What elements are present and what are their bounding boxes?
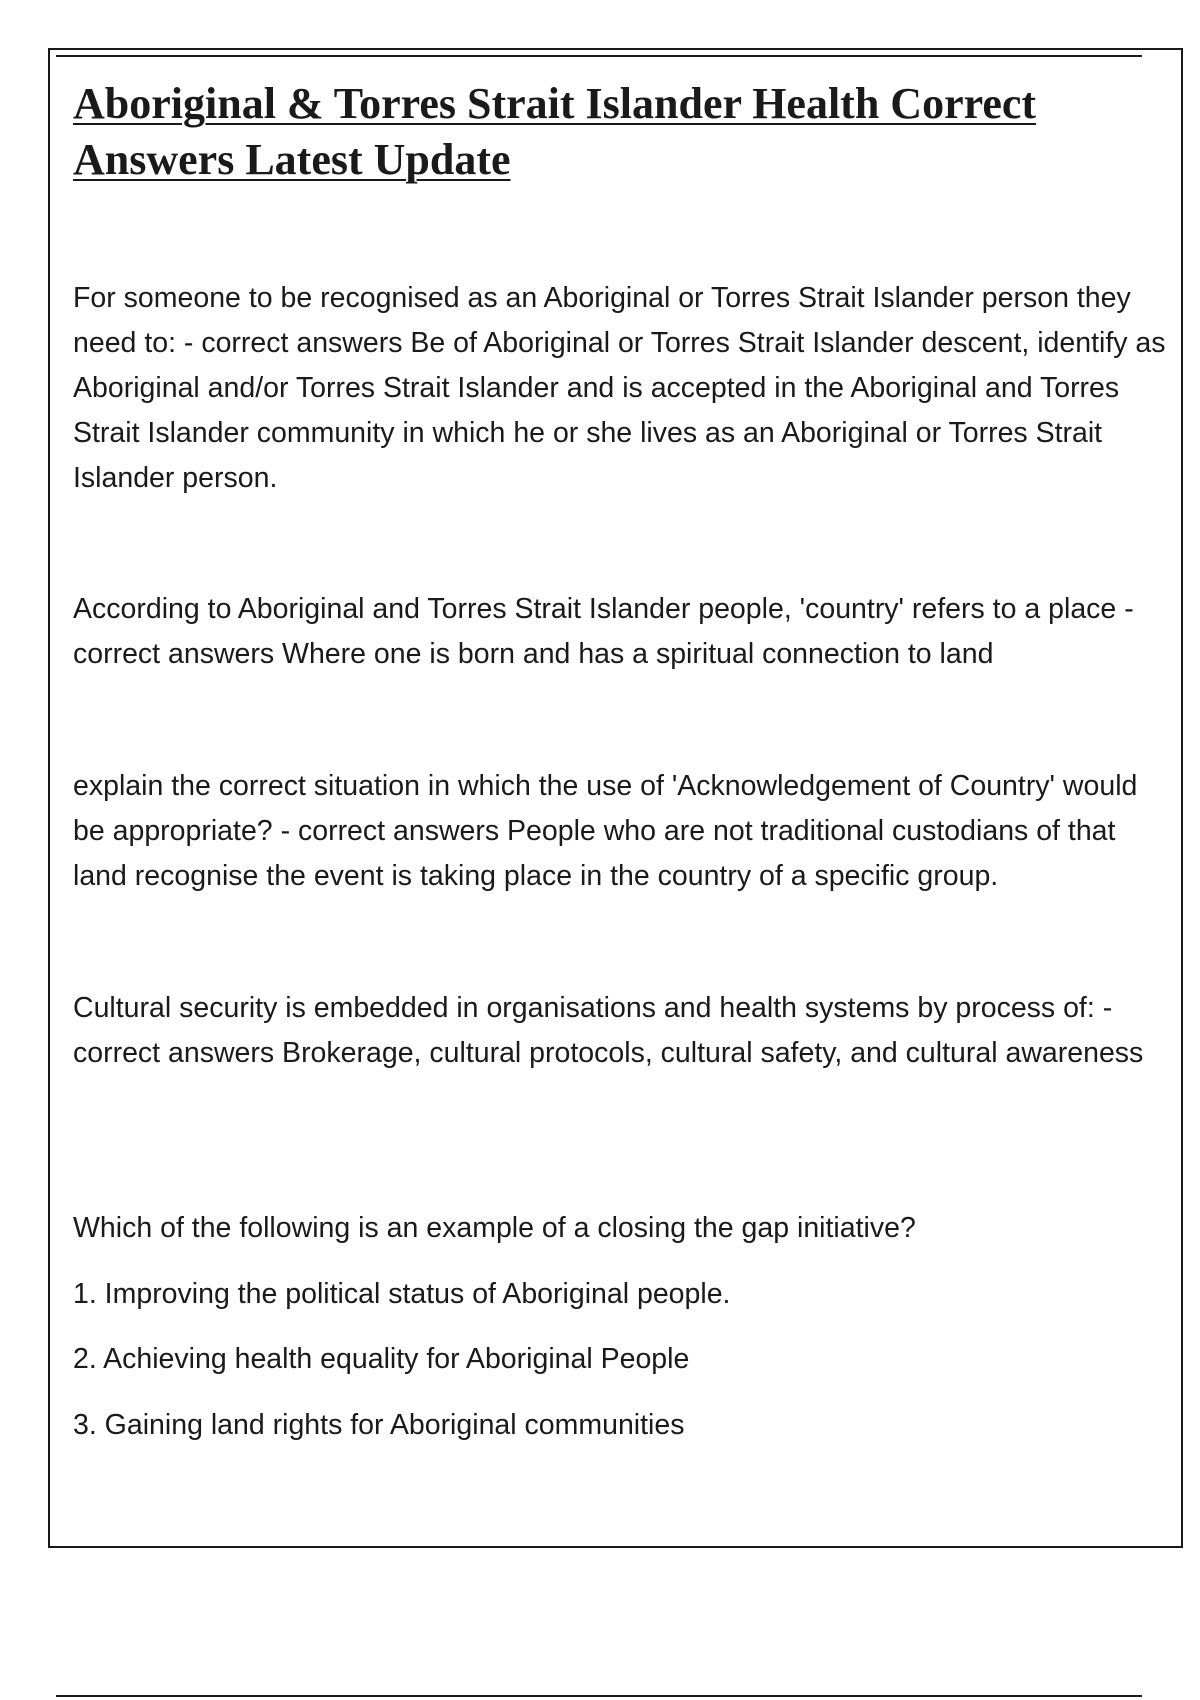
answer-option-2: 2. Achieving health equality for Aboriginal People: [73, 1343, 690, 1375]
qa-entry-cultural-security: Cultural security is embedded in organisations and health systems by process of: - correct answers Brokerage, cultural protocols, cultural safety, and cultural awareness: [73, 992, 1144, 1069]
bottom-rule: [56, 1695, 1142, 1697]
document-title: Aboriginal & Torres Strait Islander Health Correct Answers Latest Update: [73, 79, 1037, 184]
document-content: [73, 76, 1173, 1441]
qa-entry-acknowledgement: explain the correct situation in which the use of 'Acknowledgement of Country' would be appropriate? - correct answers People who are not traditional custodians of that land recognise the event is taking place in the country of a specific group.: [73, 770, 1138, 892]
qa-entry-recognition: For someone to be recognised as an Aboriginal or Torres Strait Islander person they need to: - correct answers Be of Aboriginal or Torres Strait Islander descent, identify as Aboriginal and/or Torres Strait Islander and is accepted in the Aboriginal and Torres Strait Islander community in which he or she lives as an Aboriginal or Torres Strait Islander person.: [73, 282, 1166, 494]
qa-entry-country: According to Aboriginal and Torres Strait Islander people, 'country' refers to a place - correct answers Where one is born and has a spiritual connection to land: [73, 593, 1134, 670]
answer-option-1: 1. Improving the political status of Aboriginal people.: [73, 1278, 731, 1310]
answer-option-3: 3. Gaining land rights for Aboriginal communities: [73, 1409, 685, 1441]
qa-entry-closing-the-gap-question: Which of the following is an example of a closing the gap initiative?: [73, 1212, 916, 1244]
